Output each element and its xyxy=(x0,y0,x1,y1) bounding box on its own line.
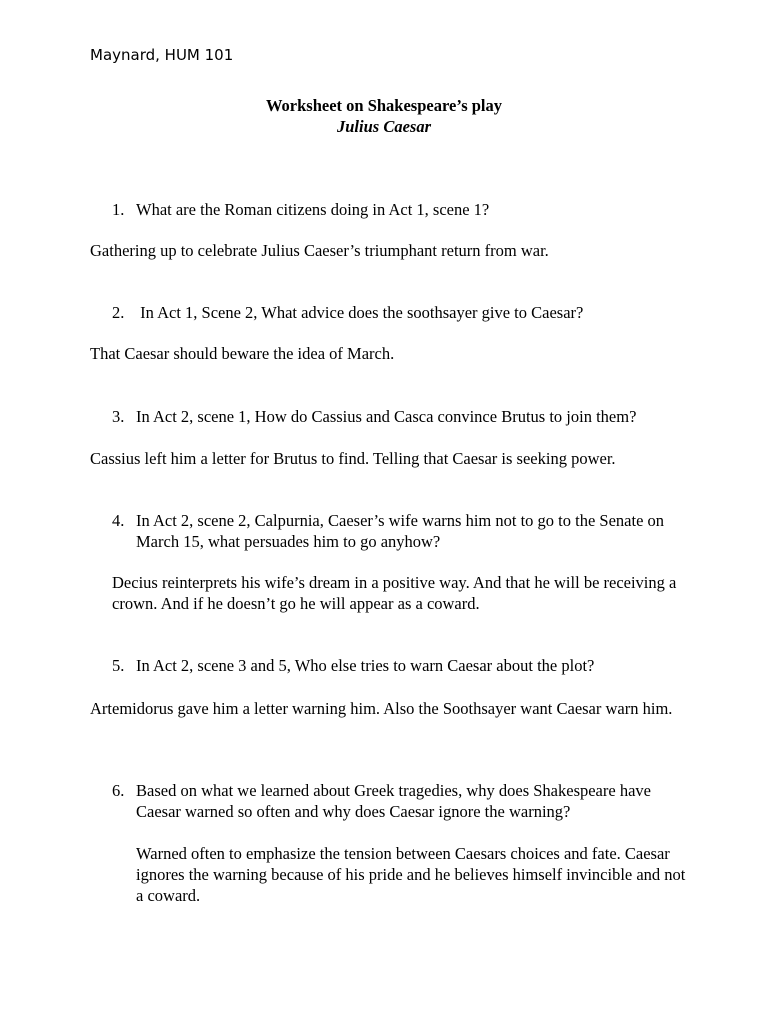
answer-4: Decius reinterprets his wife’s dream in a positive way. And that he will be receiving a crown. And if he doesn’t go he will appear as a coward. xyxy=(112,573,677,613)
worksheet-title: Worksheet on Shakespeare’s play xyxy=(265,96,503,115)
question-text: In Act 2, scene 1, How do Cassius and Casca convince Brutus to join them? xyxy=(136,407,637,426)
title-block xyxy=(0,95,768,137)
question-2 xyxy=(112,302,692,323)
question-text: Based on what we learned about Greek tragedies, why does Shakespeare have Caesar warned so often and why does Caesar ignore the warning? xyxy=(136,781,651,821)
question-number: 6. xyxy=(112,781,125,800)
question-text: In Act 2, scene 2, Calpurnia, Caeser’s wife warns him not to go to the Senate on March 15, what persuades him to go anyhow? xyxy=(136,511,665,551)
question-4 xyxy=(112,510,692,552)
question-text: In Act 1, Scene 2, What advice does the soothsayer give to Caesar? xyxy=(136,303,584,322)
answer-3: Cassius left him a letter for Brutus to find. Telling that Caesar is seeking power. xyxy=(90,449,616,468)
question-1 xyxy=(112,199,692,220)
course-header: Maynard, HUM 101 xyxy=(90,46,234,64)
question-text: What are the Roman citizens doing in Act 1, scene 1? xyxy=(136,200,490,219)
answer-6: Warned often to emphasize the tension between Caesars choices and fate. Caesar ignores the warning because of his pride and he believes himself invincible and not a coward. xyxy=(136,844,686,905)
question-3 xyxy=(112,406,692,427)
question-number: 2. xyxy=(112,303,125,322)
answer-2: That Caesar should beware the idea of March. xyxy=(90,344,395,363)
question-5 xyxy=(112,655,692,676)
question-number: 4. xyxy=(112,511,125,530)
question-number: 5. xyxy=(112,656,125,675)
question-text: In Act 2, scene 3 and 5, Who else tries to warn Caesar about the plot? xyxy=(136,656,595,675)
question-number: 1. xyxy=(112,200,125,219)
question-number: 3. xyxy=(112,407,125,426)
answer-1: Gathering up to celebrate Julius Caeser’s triumphant return from war. xyxy=(90,241,549,260)
play-title: Julius Caesar xyxy=(337,117,431,136)
answer-5: Artemidorus gave him a letter warning him. Also the Soothsayer want Caesar warn him. xyxy=(90,699,673,718)
question-6 xyxy=(112,780,692,822)
